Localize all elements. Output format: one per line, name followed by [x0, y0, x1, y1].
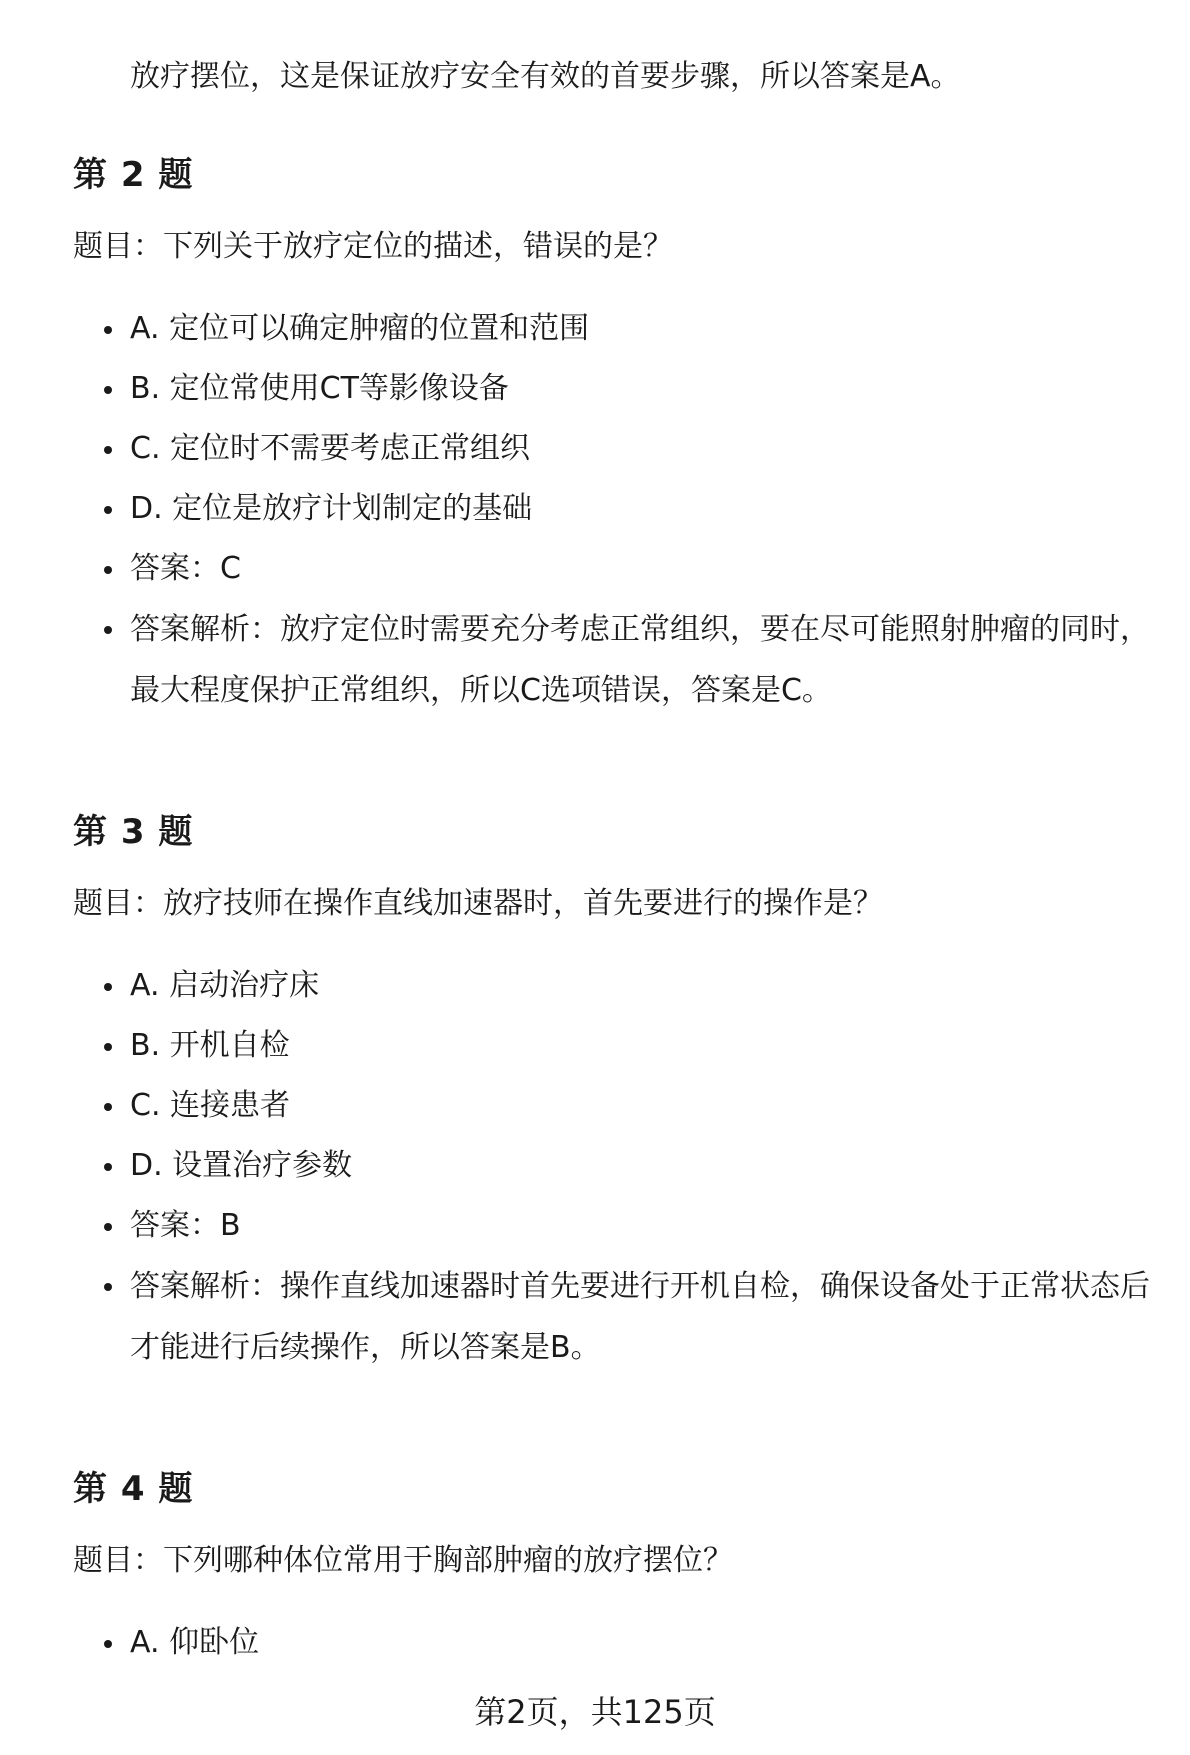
- answer-explanation: 答案解析：操作直线加速器时首先要进行开机自检，确保设备处于正常状态后才能进行后续操作，所以答案是B。: [130, 1269, 1150, 1365]
- option-c: C. 定位时不需要考虑正常组织: [130, 431, 531, 466]
- bullet-icon: [104, 1223, 112, 1231]
- question-4-heading: 第 4 题: [73, 1469, 194, 1509]
- bullet-icon: [104, 1043, 112, 1051]
- list-item: [0, 1136, 1190, 1196]
- question-4-prompt: 题目：下列哪种体位常用于胸部肿瘤的放疗摆位？: [73, 1543, 733, 1578]
- option-d: D. 设置治疗参数: [130, 1148, 353, 1183]
- bullet-icon: [104, 386, 112, 394]
- question-3-options: [0, 956, 1190, 1378]
- question-3-prompt: 题目：放疗技师在操作直线加速器时，首先要进行的操作是？: [73, 886, 883, 921]
- option-d: D. 定位是放疗计划制定的基础: [130, 491, 533, 526]
- bullet-icon: [104, 566, 112, 574]
- bullet-icon: [104, 1283, 112, 1291]
- question-3-heading: 第 3 题: [73, 812, 194, 852]
- list-item: [0, 1196, 1190, 1256]
- list-item: [0, 1613, 1190, 1673]
- option-b: B. 定位常使用CT等影像设备: [130, 371, 509, 406]
- bullet-icon: [104, 1103, 112, 1111]
- list-item: [0, 1016, 1190, 1076]
- previous-explanation-continuation: 放疗摆位，这是保证放疗安全有效的首要步骤，所以答案是A。: [130, 59, 961, 94]
- bullet-icon: [104, 626, 112, 634]
- question-2-options: [0, 299, 1190, 721]
- answer: 答案：B: [130, 1208, 241, 1243]
- list-item: [0, 599, 1160, 721]
- bullet-icon: [104, 983, 112, 991]
- bullet-icon: [104, 446, 112, 454]
- bullet-icon: [104, 1640, 112, 1648]
- list-item: [0, 956, 1190, 1016]
- answer: 答案：C: [130, 551, 241, 586]
- option-a: A. 定位可以确定肿瘤的位置和范围: [130, 311, 590, 346]
- question-2-prompt: 题目：下列关于放疗定位的描述，错误的是？: [73, 229, 673, 264]
- option-a: A. 仰卧位: [130, 1625, 260, 1660]
- list-item: [0, 1256, 1160, 1378]
- option-b: B. 开机自检: [130, 1028, 290, 1063]
- bullet-icon: [104, 326, 112, 334]
- option-a: A. 启动治疗床: [130, 968, 320, 1003]
- bullet-icon: [104, 1163, 112, 1171]
- list-item: [0, 419, 1190, 479]
- question-4-options: [0, 1613, 1190, 1673]
- question-2-heading: 第 2 题: [73, 155, 194, 195]
- page-footer: 第2页，共125页: [474, 1693, 716, 1731]
- list-item: [0, 1076, 1190, 1136]
- list-item: [0, 479, 1190, 539]
- option-c: C. 连接患者: [130, 1088, 291, 1123]
- bullet-icon: [104, 506, 112, 514]
- list-item: [0, 539, 1190, 599]
- answer-explanation: 答案解析：放疗定位时需要充分考虑正常组织，要在尽可能照射肿瘤的同时，最大程度保护正常组织，所以C选项错误，答案是C。: [130, 612, 1150, 708]
- list-item: [0, 359, 1190, 419]
- list-item: [0, 299, 1190, 359]
